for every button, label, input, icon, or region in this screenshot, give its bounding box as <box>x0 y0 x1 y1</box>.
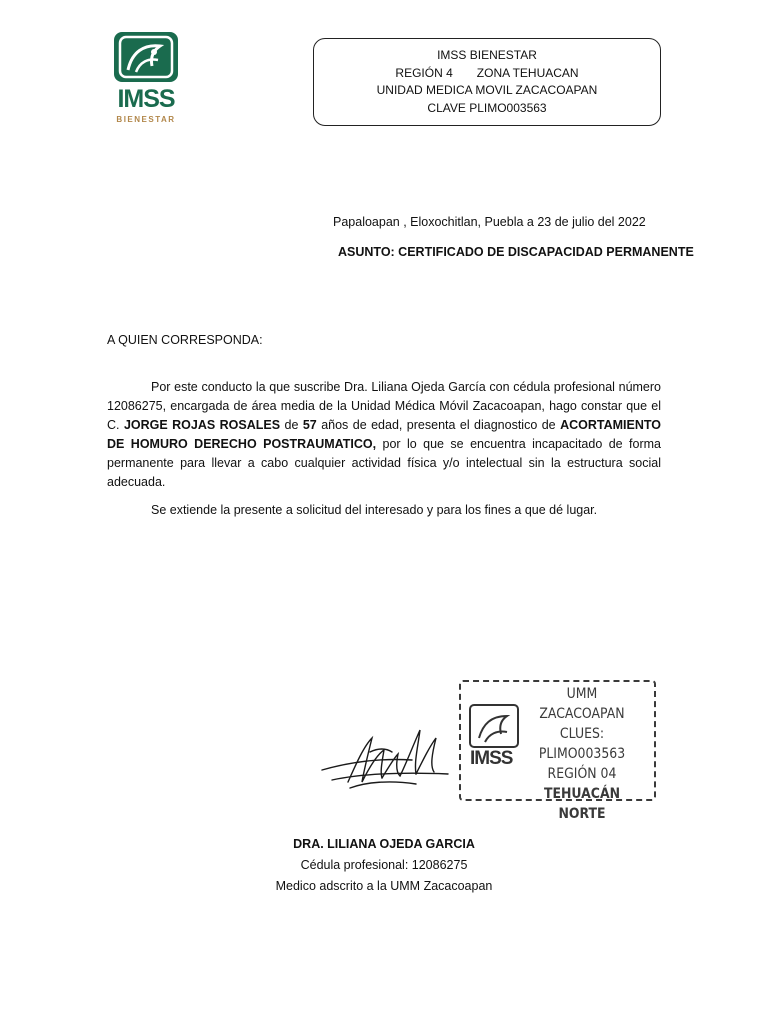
stamp-line-5: TEHUACÁN NORTE <box>543 786 621 822</box>
signer-license: Cédula profesional: 12086275 <box>300 858 468 872</box>
logo-wordmark: IMSS <box>117 85 175 113</box>
stamp-emblem-icon <box>469 704 519 748</box>
paragraph-1-text-b: de <box>280 418 303 432</box>
patient-age: 57 <box>302 418 317 432</box>
patient-name: JORGE ROJAS ROSALES <box>123 418 281 432</box>
letter-body <box>107 378 661 520</box>
paragraph-2: Se extiende la presente a solicitud del interesado y para los fines a que dé lugar. <box>151 503 598 517</box>
stamp-line-4: REGIÓN 04 <box>547 766 617 782</box>
stamp-wordmark: IMSS <box>470 748 513 769</box>
paragraph-1-text-a: Por este conducto la que suscribe Dra. Liliana Ojeda García con cédula profesional número 12086275, encargada de área media de la Unidad Médica Móvil Zacacoapan, hago constar que el C. <box>107 380 661 432</box>
signer-role: Medico adscrito a la UMM Zacacoapan <box>275 879 493 893</box>
diagnosis: ACORTAMIENTO DE HOMURO DERECHO POSTRAUMATICO, <box>107 418 661 451</box>
paragraph-1 <box>107 378 661 492</box>
imss-bienestar-logo <box>108 32 184 124</box>
official-stamp <box>459 680 656 822</box>
imss-emblem-icon <box>114 32 178 82</box>
header-line-2 <box>395 65 578 83</box>
institution-header-box <box>313 38 661 126</box>
stamp-text <box>523 684 642 824</box>
stamp-line-1: UMM ZACACOAPAN <box>539 686 625 722</box>
header-zone: ZONA TEHUACAN <box>476 65 579 80</box>
header-region: REGIÓN 4 <box>395 65 453 80</box>
logo-subtitle: BIENESTAR <box>116 115 176 124</box>
handwritten-signature <box>320 718 460 802</box>
header-line-4: CLAVE PLIMO003563 <box>427 100 547 115</box>
place-and-date: Papaloapan , Eloxochitlan, Puebla a 23 de julio del 2022 <box>333 215 646 229</box>
paragraph-1-text-c: años de edad, presenta el diagnostico de <box>316 418 561 432</box>
header-line-1: IMSS BIENESTAR <box>437 48 537 62</box>
header-line-3: UNIDAD MEDICA MOVIL ZACACOAPAN <box>376 83 598 97</box>
subject-line: ASUNTO: CERTIFICADO DE DISCAPACIDAD PERMANENTE <box>338 245 694 259</box>
paragraph-1-text-d: por lo que se encuentra incapacitado de forma permanente para llevar a cabo cualquier actividad física y/o intelectual sin la estructura social adecuada. <box>107 437 662 489</box>
signer-block <box>200 834 568 897</box>
stamp-line-3: PLIMO003563 <box>538 746 626 762</box>
stamp-line-2: CLUES: <box>559 726 605 742</box>
salutation: A QUIEN CORRESPONDA: <box>107 333 263 347</box>
signer-name: DRA. LILIANA OJEDA GARCIA <box>293 837 475 851</box>
